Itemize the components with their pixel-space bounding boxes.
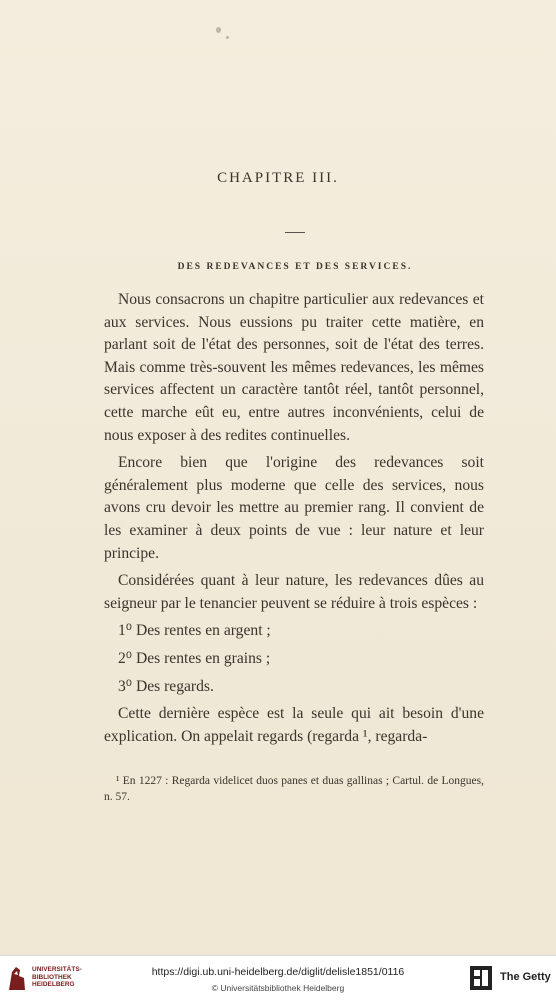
copyright-text: © Universitätsbibliothek Heidelberg (211, 983, 345, 993)
section-title: DES REDEVANCES ET DES SERVICES. (177, 262, 413, 272)
getty-logo-icon (470, 966, 492, 990)
paragraph: Nous consacrons un chapitre particulier aux redevances et aux services. Nous eussions pu traiter cette matière, en parlant soit de l'état des personnes, soit de l'état des terres. Mais comme très-souvent les mêmes redevances, les mêmes services affectent un caractère tantôt réel, tantôt personnel, cette marche eût eu, entre autres inconvénients, celui de nous exposer à des redites continuelles. (104, 291, 484, 444)
body-text (104, 289, 484, 748)
paragraph: Encore bien que l'origine des redevances soit généralement plus moderne que celle des services, nous avons cru devoir les mettre au premier rang. Il convient de les examiner à deux points de vue : leur nature et leur principe. (104, 454, 484, 562)
ink-smudge (226, 36, 229, 39)
list-item: 2⁰ Des rentes en grains ; (118, 649, 271, 667)
list-item: 1⁰ Des rentes en argent ; (118, 622, 271, 640)
institution-name: UNIVERSITÄTS- BIBLIOTHEK HEIDELBERG (32, 966, 82, 988)
viewer-footer (0, 955, 556, 1000)
partner-name[interactable]: The Getty (500, 971, 551, 983)
paragraph: Cette dernière espèce est la seule qui ait besoin d'une explication. On appelait regards (regarda ¹, regarda- (104, 705, 484, 745)
footnote: ¹ En 1227 : Regarda videlicet duos panes et duas gallinas ; Cartul. de Longues, n. 57. (104, 775, 484, 803)
chapter-heading: CHAPITRE III. (217, 170, 339, 186)
page-url-link[interactable]: https://digi.ub.uni-heidelberg.de/diglit/delisle1851/0116 (151, 966, 405, 978)
ink-smudge (216, 27, 221, 33)
heading-rule (285, 232, 305, 233)
paragraph: Considérées quant à leur nature, les redevances dûes au seigneur par le tenancier peuvent se réduire à trois espèces : (104, 572, 484, 612)
list-item: 3⁰ Des regards. (118, 677, 214, 695)
